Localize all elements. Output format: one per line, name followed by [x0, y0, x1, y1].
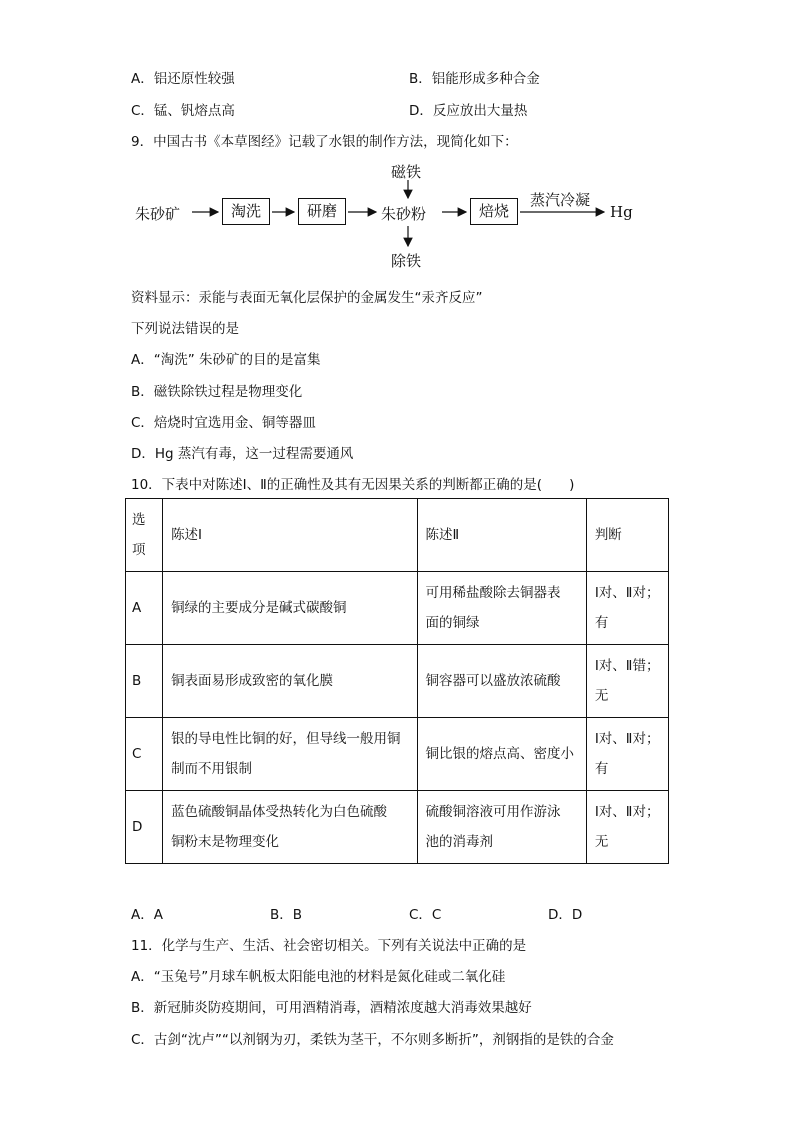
q9-option-b: B．磁铁除铁过程是物理变化 — [131, 384, 303, 400]
flow-box-grind: 研磨 — [298, 198, 346, 225]
row-judgment: Ⅰ对、Ⅱ对； 有 — [586, 572, 668, 645]
row-statement-2: 可用稀盐酸除去铜器表 面的铜绿 — [417, 572, 586, 645]
row-option: C — [126, 718, 163, 791]
row-judgment: Ⅰ对、Ⅱ错； 无 — [586, 645, 668, 718]
q9-option-d: D．Hg 蒸汽有毒，这一过程需要通风 — [131, 446, 354, 462]
header-judgment: 判断 — [586, 499, 668, 572]
row-statement-1: 铜表面易形成致密的氧化膜 — [163, 645, 417, 718]
q8-option-c: C．锰、钒熔点高 — [131, 103, 235, 119]
q8-option-d: D．反应放出大量热 — [409, 103, 528, 119]
row-statement-2: 铜容器可以盛放浓硫酸 — [417, 645, 586, 718]
q10-answer-b: B．B — [270, 907, 303, 923]
q11-option-b: B．新冠肺炎防疫期间，可用酒精消毒，酒精浓度越大消毒效果越好 — [131, 1000, 532, 1016]
header-statement-1: 陈述Ⅰ — [163, 499, 417, 572]
row-option: D — [126, 791, 163, 864]
q8-option-a: A．铝还原性较强 — [131, 71, 235, 87]
flow-start-label: 朱砂矿 — [135, 205, 181, 223]
row-statement-1: 银的导电性比铜的好，但导线一般用铜 制而不用银制 — [163, 718, 417, 791]
flow-magnet-label: 磁铁 — [391, 163, 422, 181]
table-header-row — [126, 499, 669, 572]
header-option: 选 项 — [126, 499, 163, 572]
q10-answer-c: C．C — [409, 907, 442, 923]
row-judgment: Ⅰ对、Ⅱ对； 有 — [586, 718, 668, 791]
row-statement-2: 硫酸铜溶液可用作游泳 池的消毒剂 — [417, 791, 586, 864]
flow-remove-iron-label: 除铁 — [391, 252, 422, 270]
flow-box-wash: 淘洗 — [222, 198, 270, 225]
q11-stem: 11．化学与生产、生活、社会密切相关。下列有关说法中正确的是 — [131, 938, 527, 954]
row-judgment: Ⅰ对、Ⅱ对； 无 — [586, 791, 668, 864]
q10-answer-d: D．D — [548, 907, 583, 923]
flow-arrows — [0, 0, 794, 300]
row-statement-1: 铜绿的主要成分是碱式碳酸铜 — [163, 572, 417, 645]
q9-option-a: A．“淘洗” 朱砂矿的目的是富集 — [131, 352, 321, 368]
q11-option-a: A．“玉兔号”月球车帆板太阳能电池的材料是氮化硅或二氧化硅 — [131, 969, 506, 985]
table-row — [126, 572, 669, 645]
q11-option-c: C．古剑“沈卢”“以剂钢为刃，柔铁为茎干，不尔则多断折”，剂钢指的是铁的合金 — [131, 1032, 614, 1048]
q10-answer-a: A．A — [131, 907, 163, 923]
row-option: A — [126, 572, 163, 645]
q9-question: 下列说法错误的是 — [131, 321, 239, 337]
q8-option-b: B．铝能形成多种合金 — [409, 71, 540, 87]
q9-info: 资料显示：汞能与表面无氧化层保护的金属发生“汞齐反应” — [131, 290, 483, 306]
q9-option-c: C．焙烧时宜选用金、铜等器皿 — [131, 415, 316, 431]
table-row — [126, 791, 669, 864]
row-option: B — [126, 645, 163, 718]
flow-box-roast: 焙烧 — [470, 198, 518, 225]
header-statement-2: 陈述Ⅱ — [417, 499, 586, 572]
flow-end-label: Hg — [610, 203, 633, 221]
table-row — [126, 718, 669, 791]
row-statement-1: 蓝色硫酸铜晶体受热转化为白色硫酸 铜粉末是物理变化 — [163, 791, 417, 864]
flow-condense-label: 蒸汽冷凝 — [530, 191, 591, 209]
row-statement-2: 铜比银的熔点高、密度小 — [417, 718, 586, 791]
q9-stem: 9．中国古书《本草图经》记载了水银的制作方法，现简化如下： — [131, 134, 518, 150]
q10-stem: 10．下表中对陈述Ⅰ、Ⅱ的正确性及其有无因果关系的判断都正确的是( ) — [131, 477, 575, 493]
q10-table — [125, 498, 669, 864]
flow-middle-label: 朱砂粉 — [381, 205, 427, 223]
table-row — [126, 645, 669, 718]
